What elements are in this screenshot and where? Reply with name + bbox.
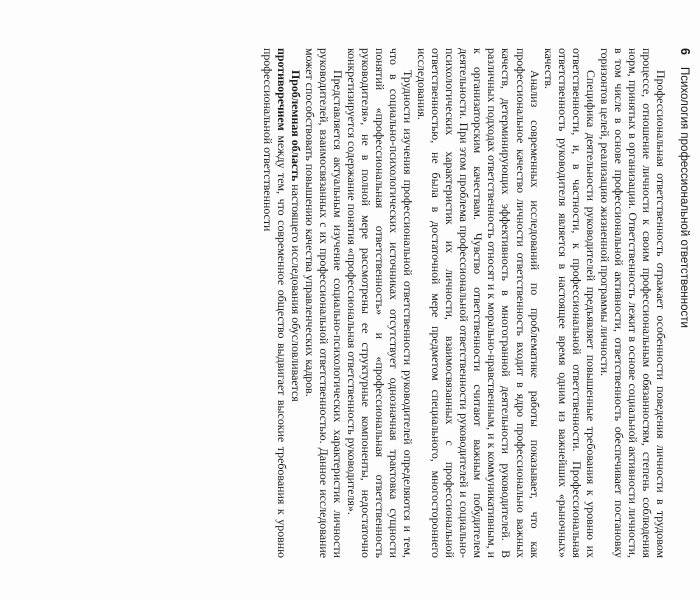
page-number: 6	[678, 48, 692, 55]
paragraph-4-text: Трудности изучения профессиональной ответственности руководителей определяются и тем, что в социально-психологических источниках отсутствует однозначная трактовка сущности понятий «профессиональная ответственность» и «профессиональная ответственность руководителя», не в полной мере рассмотрены ее структурные компоненты, недостаточно конкретизируется содержание понятия «профессиональная ответственность руководителя».	[344, 48, 416, 558]
paragraph-1	[598, 48, 668, 558]
paragraph-2	[542, 48, 598, 558]
paragraph-6-text: настоящего исследования обусловливается	[288, 181, 303, 402]
paragraph-7-text: между тем, что современное общество выдвигает высокие требования к уровню профессиональной ответственности	[260, 48, 289, 558]
paragraph-6	[289, 48, 303, 558]
paragraph-3	[415, 48, 541, 558]
problem-area-term: Проблемная область	[288, 70, 303, 182]
paragraph-3-text: Анализ современных исследований по проблематике работы показывает, что как профессиональное качество личности ответственность входит в ядро профессионально важных качеств, детерминирующих эффективность в многогранной деятельности руководителей. В различных подходах ответственность относят и к морально-нравственным, и к коммуникативным, и к организаторским качествам. Чувство ответственности считают важным побудителем деятельности. При этом проблема профессиональной ответственности руководителей и социально-психологических характеристик их личности, взаимосвязанных с профессиональной ответственностью, не была в достаточной мере предметом специального, многостороннего исследования.	[415, 48, 542, 558]
rotated-page-content	[0, 6, 700, 594]
paragraph-5	[303, 48, 345, 558]
paragraph-2-text: Специфика деятельности руководителей предъявляет повышенные требования к уровню их ответственности, и, в частности, к профессиональной ответственности. Профессиональная ответственность руководителя является в настоящее время одним из важнейших «рыночных» качеств.	[541, 48, 598, 558]
paragraph-1-text: Профессиональная ответственность отражает особенности поведения личности в трудовом процессе, отношение личности к своим профессиональным обязанностям, степень соблюдения норм, принятых в организации. Ответственность лежит в основе социальной активности личности, в том числе в основе профессиональной активности, ответственность обеспечивает постановку горизонтов целей, реализацию жизненной программы личности.	[597, 48, 668, 558]
paragraph-5-text: Представляется актуальным изучение социально-психологических характеристик личности руководителей, взаимосвязанных с их профессиональной ответственностью. Данное исследование может способствовать повышению качества управленческих кадров.	[302, 48, 345, 558]
running-head	[678, 48, 692, 558]
paragraph-7	[261, 48, 289, 558]
paragraph-4	[345, 48, 415, 558]
contradiction-term: противоречием	[274, 48, 289, 131]
running-head-title: Психология профессиональной ответственности	[678, 66, 690, 328]
